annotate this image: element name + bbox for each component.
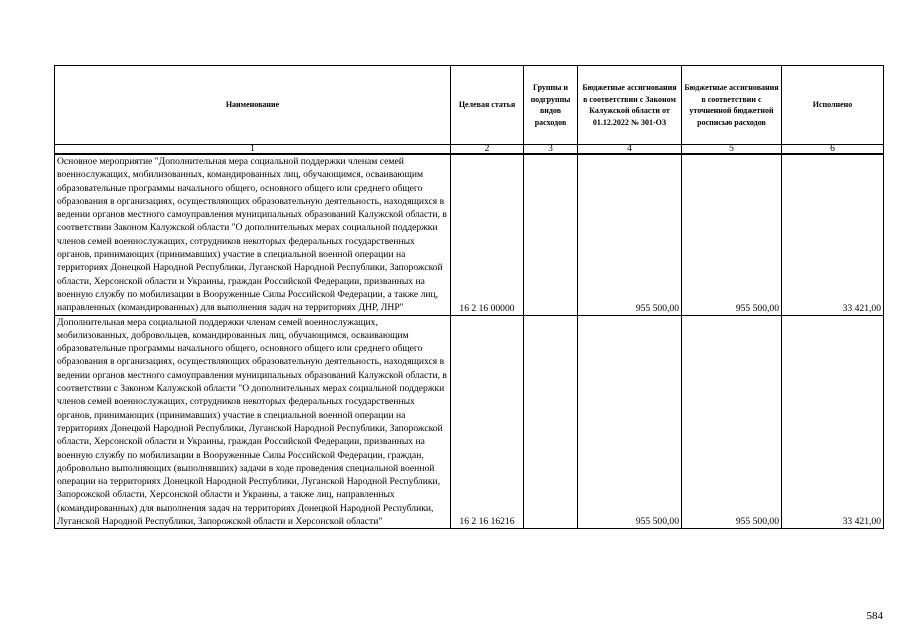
column-number: 6 xyxy=(782,145,884,155)
row-executed: 33 421,00 xyxy=(782,154,884,315)
column-number: 5 xyxy=(682,145,782,155)
budget-table xyxy=(54,65,884,529)
column-number: 3 xyxy=(524,145,578,155)
header-name: Наименование xyxy=(55,66,451,145)
header-revised-allocations: Бюджетные ассигнования в соответствии с уточненной бюджетной росписью расходов xyxy=(682,66,782,145)
column-number: 4 xyxy=(578,145,682,155)
column-number: 1 xyxy=(55,145,451,155)
row-expense-group xyxy=(524,315,578,529)
header-row xyxy=(55,66,884,145)
row-revised-allocation: 955 500,00 xyxy=(682,315,782,529)
column-number-row xyxy=(55,145,884,155)
row-revised-allocation: 955 500,00 xyxy=(682,154,782,315)
row-executed: 33 421,00 xyxy=(782,315,884,529)
row-name: Основное мероприятие "Дополнительная мера социальной поддержки членам семей военнослужащих, мобилизованных, командированных лиц, обучающимся, осваивающим образовательные программы начального общего, основного общего или среднего общего образования в организациях, осуществляющих образовательную деятельность, находящихся в ведении органов местного самоуправления муниципальных образований Калужской области, в соответствии Законом Калужской области "О дополнительных мерах социальной поддержки членов семей военнослужащих, сотрудников некоторых федеральных государственных органов, принимающих (принимавших) участие в специальной военной операции на территориях Донецкой Народной Республики, Луганской Народной Республики, Запорожской области, Херсонской области и Украины, граждан Российской Федерации, призванных на военную службу по мобилизации в Вооруженные Силы Российской Федерации, а также лиц, направленных (командированных) для выполнения задач на территориях ДНР, ЛНР" xyxy=(55,154,451,315)
header-target-article: Целевая статья xyxy=(451,66,524,145)
row-law-allocation: 955 500,00 xyxy=(578,154,682,315)
row-expense-group xyxy=(524,154,578,315)
table-row xyxy=(55,315,884,529)
row-law-allocation: 955 500,00 xyxy=(578,315,682,529)
table-row xyxy=(55,154,884,315)
row-target-article: 16 2 16 16216 xyxy=(451,315,524,529)
row-name: Дополнительная мера социальной поддержки членам семей военнослужащих, мобилизованных, добровольцев, командированных лиц, обучающимся, осваивающим образовательные программы начального общего, основного общего или среднего общего образования в организациях, осуществляющих образовательную деятельность, находящихся в ведении органов местного самоуправления муниципальных образований Калужской области, в соответствии с Законом Калужской области "О дополнительных мерах социальной поддержки членов семей военнослужащих, сотрудников некоторых федеральных государственных органов, принимающих (принимавших) участие в специальной военной операции на территориях Донецкой Народной Республики, Луганской Народной Республики, Запорожской области, Херсонской области и Украины, граждан Российской Федерации, призванных на военную службу по мобилизации в Вооруженные Силы Российской Федерации, граждан, добровольно выполняющих (выполнявших) задачи в ходе проведения специальной военной операции на территориях Донецкой Народной Республики, Луганской Народной Республики, Запорожской области, Херсонской области и Украины, а также лиц, направленных (командированных) для выполнения задач на территориях Донецкой Народной Республики, Луганской Народной Республики, Запорожской области и Херсонской области" xyxy=(55,315,451,529)
header-expense-groups: Группы и подгруппы видов расходов xyxy=(524,66,578,145)
column-number: 2 xyxy=(451,145,524,155)
header-executed: Исполнено xyxy=(782,66,884,145)
row-target-article: 16 2 16 00000 xyxy=(451,154,524,315)
header-law-allocations: Бюджетные ассигнования в соответствии с Законом Калужской области от 01.12.2022 № 301-ОЗ xyxy=(578,66,682,145)
page-number: 584 xyxy=(866,610,883,622)
